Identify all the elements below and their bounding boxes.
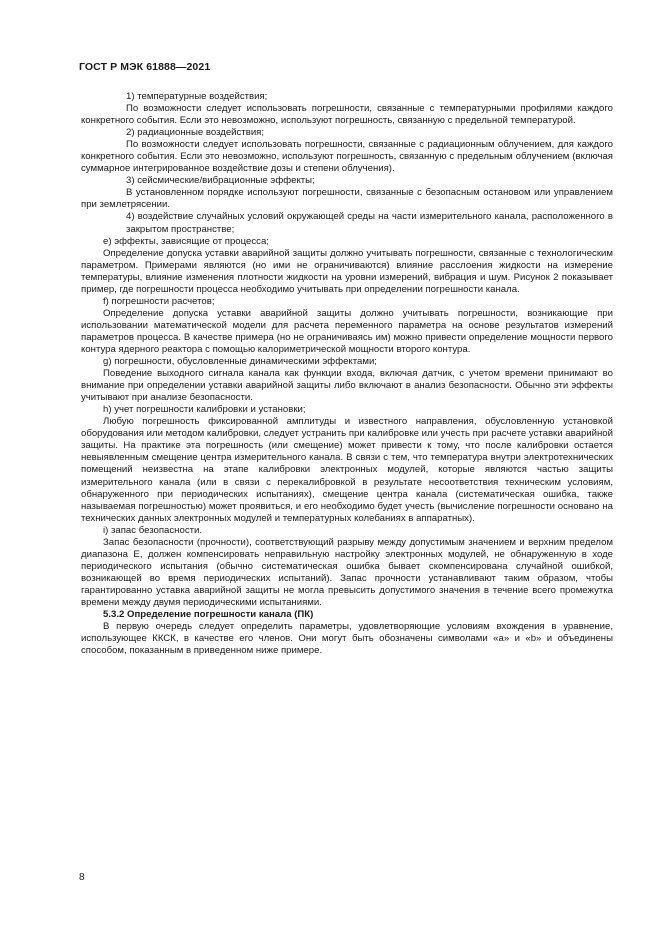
paragraph: 1) температурные воздействия; xyxy=(126,91,268,102)
paragraph: Любую погрешность фиксированной амплитуды и известного направления, обусловленную установкой оборудования или методом калибровки, следует устранить при калибровке или учесть при расчете уставки аварийной защиты. На практике эта погрешность (или смещение) может привести к тому, что после калибровки остается невыявленным смещение центра измерительного канала. В связи с тем, что температура внутри электротехнических помещений неизвестна на этапе калибровки электронных модулей, которые являются частью защиты измерительного канала (или в связи с перекалибровкой в результате несоответствия техническим условиям, обнаруженного при периодических испытаниях), смещение центра канала (систематическая ошибка, также называемая погрешностью) может проявиться, и его необходимо будет учесть (вычисление погрешности основано на технических данных электронных модулей и температурных колебаниях в аппаратных). xyxy=(81,416,613,524)
list-item-g: g) погрешности, обусловленные динамическими эффектами; xyxy=(103,356,377,368)
paragraph: 2) радиационные воздействия; xyxy=(126,127,265,139)
paragraph: В первую очередь следует определить параметры, удовлетворяющие условиям вхождения в уравнение, использующее ККСК, в качестве его членов. Они могут быть обозначены символами «a» и «b» и объединены способом, показанным в приведенном ниже примере. xyxy=(81,621,613,657)
paragraph: Определение допуска уставки аварийной защиты должно учитывать погрешности, связанные с технологическим параметром. Примерами являются (но ими не ограничиваются) влияние расслоения жидкости на измерение температуры, влияние изменения плотности жидкости на уровни измерений, вибрация и шум. Рисунок 2 показывает пример, где погрешности процесса необходимо учитывать при определении погрешности канала. xyxy=(81,247,613,295)
list-item-e: e) эффекты, зависящие от процесса; xyxy=(103,235,269,247)
list-item-i: i) запас безопасности. xyxy=(103,524,203,536)
paragraph: 4) воздействие случайных условий окружающей среды на части измерительного канала, расположенного в закрытом пространстве; xyxy=(126,211,613,235)
paragraph: По возможности следует использовать погрешности, связанные с температурными профилями каждого конкретного события. Если это невозможно, используют погрешность, связанную с предельной температурой. xyxy=(81,103,613,127)
document-header: ГОСТ Р МЭК 61888—2021 xyxy=(79,61,211,73)
paragraph: Запас безопасности (прочности), соответствующий разрыву между допустимым значением и верхним пределом диапазона E, должен компенсировать неправильную настройку электронных модулей, не обнаруженную в ходе периодического испытания (обычно систематическая ошибка бывает скомпенсирована случайной ошибкой, возникающей во время периодических испытаний). Запас прочности устанавливают таким образом, чтобы гарантированно уставка аварийной защиты не могла превысить допустимого значения в течение всего промежутка времени между двумя периодическими испытаниями. xyxy=(81,536,613,608)
paragraph: 3) сейсмические/вибрационные эффекты; xyxy=(126,175,315,187)
section-heading: 5.3.2 Определение погрешности канала (ПК) xyxy=(103,609,314,621)
paragraph: Определение допуска уставки аварийной защиты должно учитывать погрешности, возникающие при использовании математической модели для расчета переменного параметра на основе результатов измерений параметров процесса. В качестве примера (но не ограничиваясь им) можно привести определение мощности первого контура ядерного реактора с помощью калориметрической мощности второго контура. xyxy=(81,307,613,355)
paragraph: В установленном порядке используют погрешности, связанные с безопасным остановом или управлением при землетрясении. xyxy=(81,187,613,211)
paragraph: По возможности следует использовать погрешности, связанные с радиационным облучением, для каждого конкретного события. Если это невозможно, используют погрешность, связанную с предельным облучением (включая суммарное интегрированное воздействие дозы и степени облучения). xyxy=(81,139,613,175)
page-number: 8 xyxy=(79,872,85,883)
list-item-h: h) учет погрешности калибровки и установки; xyxy=(103,404,306,416)
paragraph: Поведение выходного сигнала канала как функции входа, включая датчик, с учетом времени принимают во внимание при определении уставки аварийной защиты либо включают в анализ безопасности. Обычно эти эффекты учитывают при анализе безопасности. xyxy=(81,368,613,404)
document-body xyxy=(81,91,613,657)
list-item-f: f) погрешности расчетов; xyxy=(103,295,215,307)
